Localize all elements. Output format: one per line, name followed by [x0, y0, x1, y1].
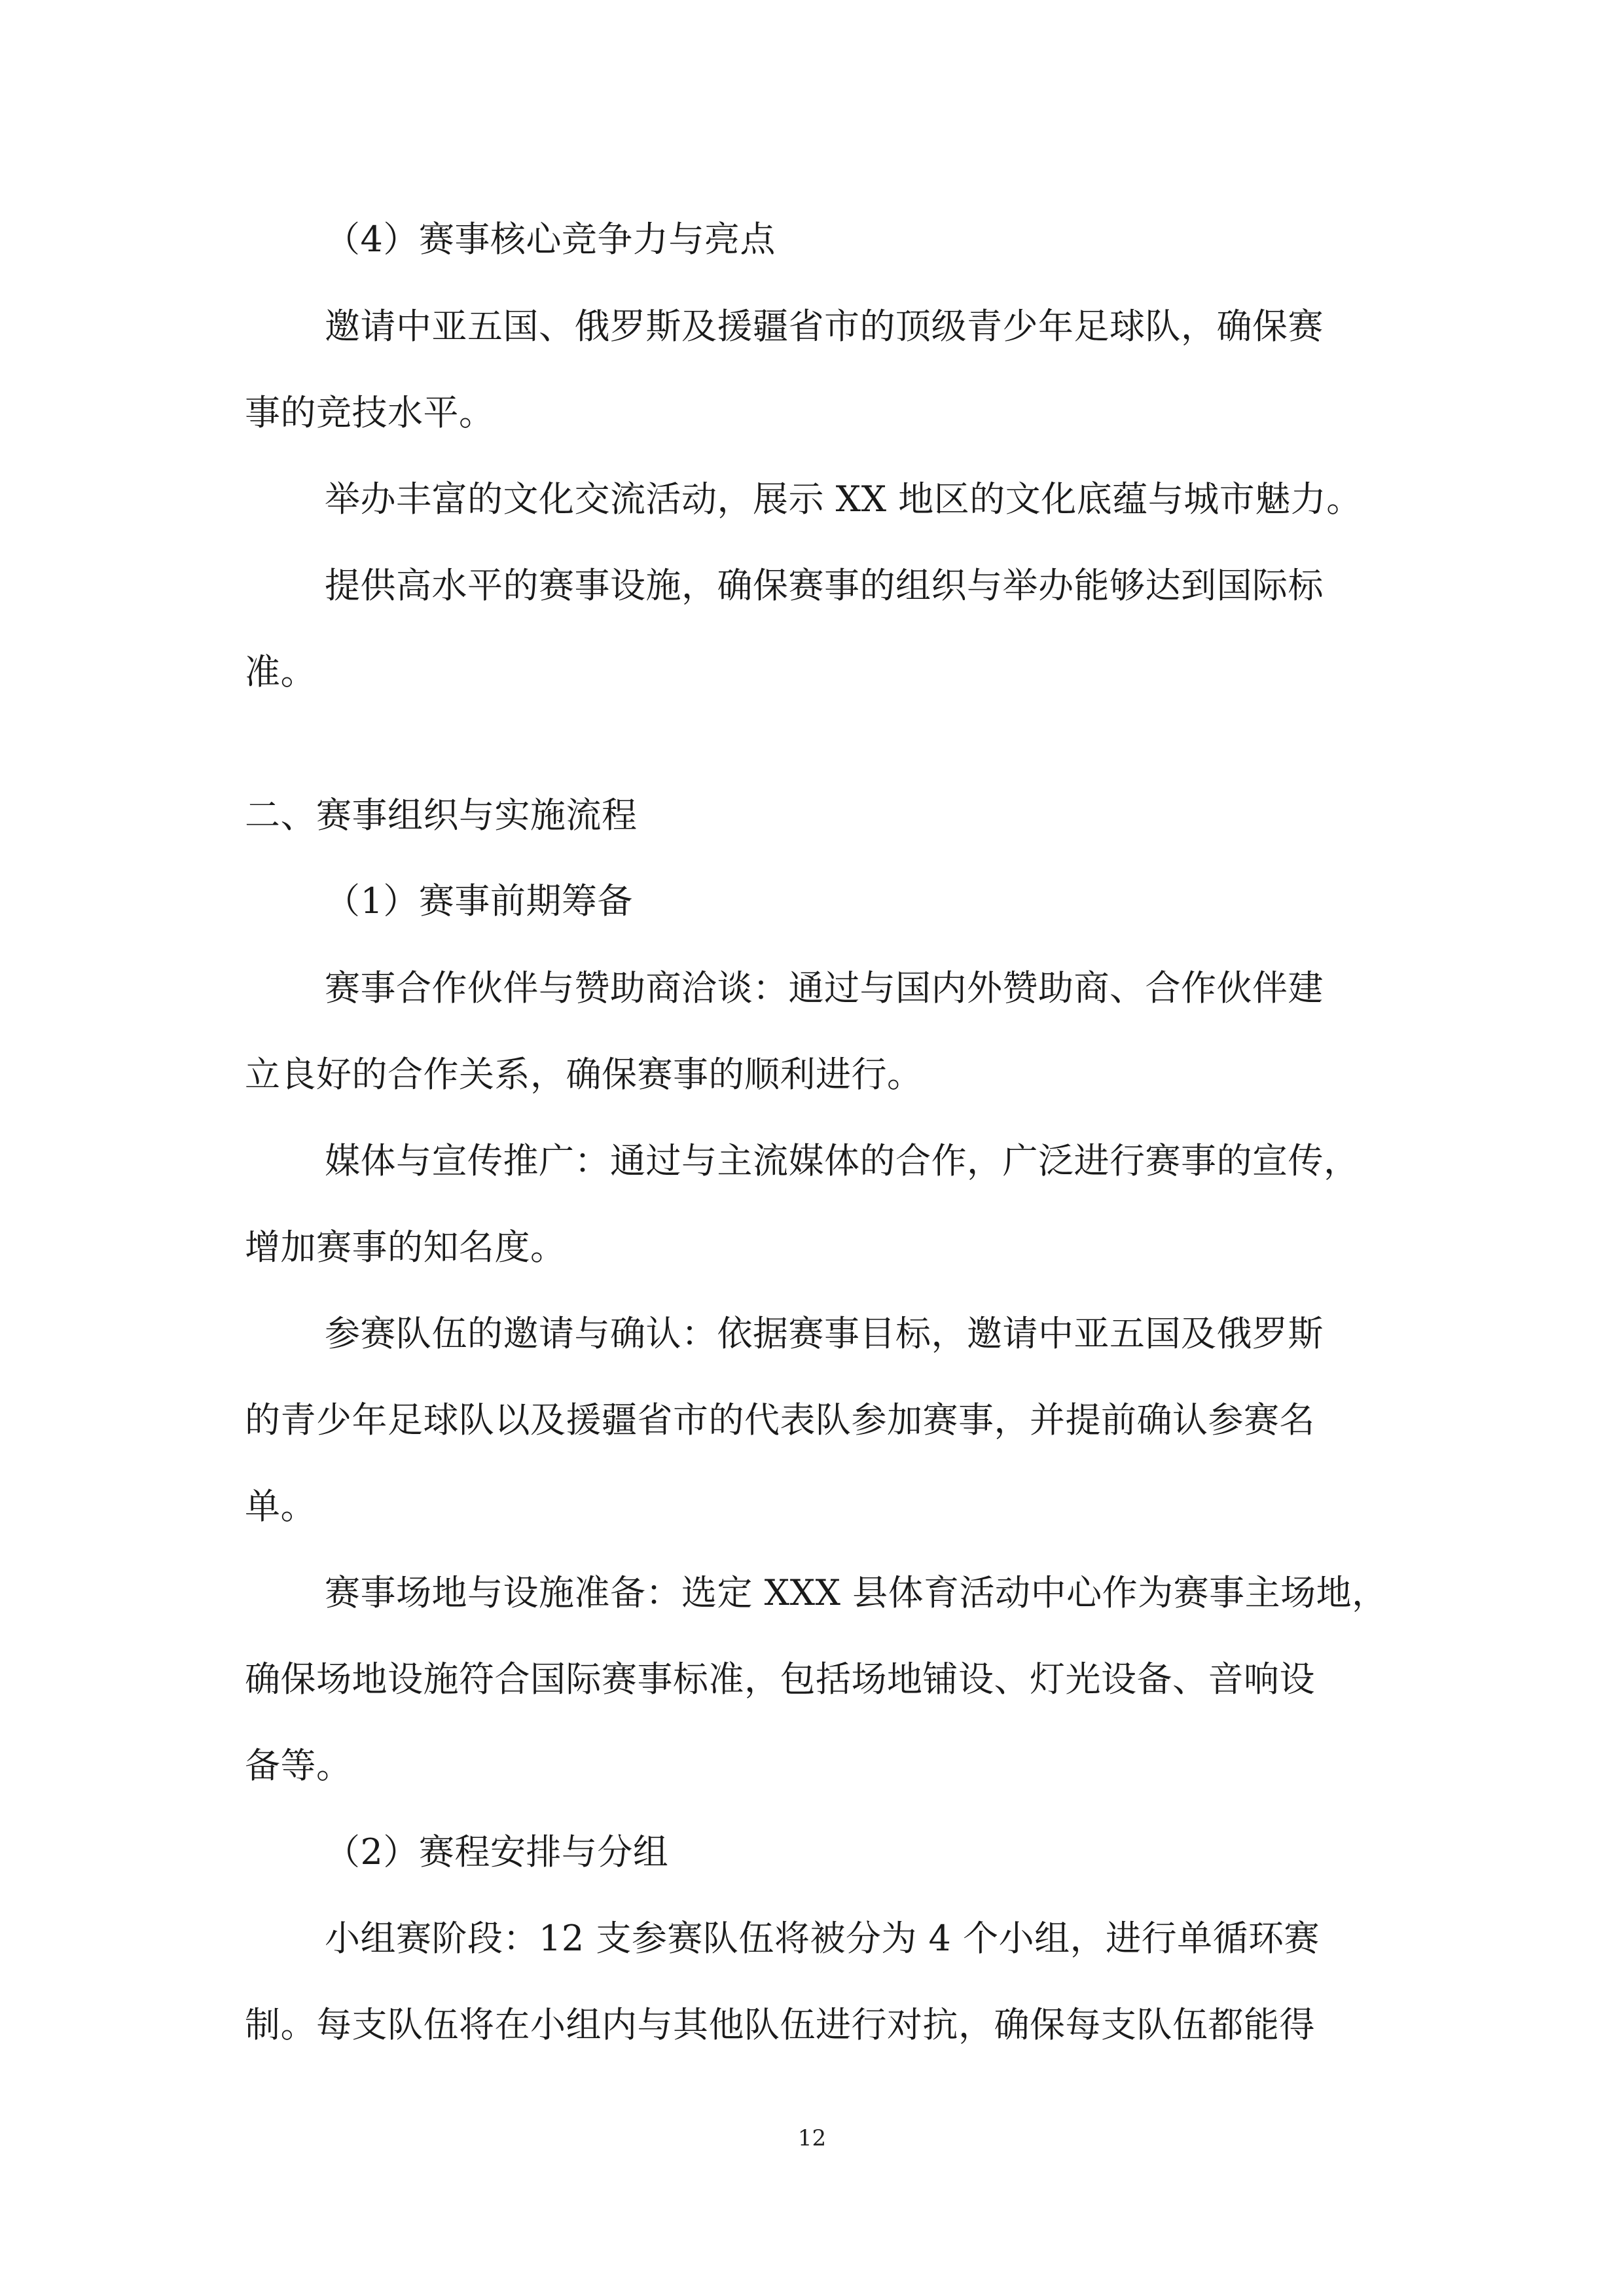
paragraph-line: 确保场地设施符合国际赛事标准，包括场地铺设、灯光设备、音响设 — [245, 1659, 1315, 1700]
chapter-2-heading: 二、赛事组织与实施流程 — [245, 795, 638, 836]
paragraph-line: 小组赛阶段：12 支参赛队伍将被分为 4 个小组，进行单循环赛 — [325, 1918, 1320, 1959]
paragraph-line: 举办丰富的文化交流活动，展示 XX 地区的文化底蕴与城市魅力。 — [325, 478, 1362, 520]
paragraph-line: 提供高水平的赛事设施，确保赛事的组织与举办能够达到国际标 — [325, 565, 1324, 606]
paragraph-line: 参赛队伍的邀请与确认：依据赛事目标，邀请中亚五国及俄罗斯 — [325, 1313, 1324, 1354]
paragraph-line: 制。每支队伍将在小组内与其他队伍进行对抗，确保每支队伍都能得 — [245, 2004, 1315, 2045]
paragraph-line: 备等。 — [245, 1745, 352, 1786]
paragraph-line: 准。 — [245, 651, 316, 692]
paragraph-line: 赛事合作伙伴与赞助商洽谈：通过与国内外赞助商、合作伙伴建 — [325, 967, 1324, 1009]
paragraph-line: 赛事场地与设施准备：选定 XXX 县体育活动中心作为赛事主场地， — [325, 1572, 1388, 1613]
section-2-heading: （2）赛程安排与分组 — [325, 1831, 669, 1873]
paragraph-line: 邀请中亚五国、俄罗斯及援疆省市的顶级青少年足球队，确保赛 — [325, 306, 1324, 347]
paragraph-line: 单。 — [245, 1486, 316, 1527]
paragraph-line: 立良好的合作关系，确保赛事的顺利进行。 — [245, 1054, 923, 1095]
paragraph-line: 事的竞技水平。 — [245, 392, 495, 433]
page-number: 12 — [797, 2125, 827, 2151]
paragraph-line: 增加赛事的知名度。 — [245, 1227, 566, 1268]
section-1-heading: （1）赛事前期筹备 — [325, 880, 633, 922]
section-4-heading: （4）赛事核心竞争力与亮点 — [325, 219, 776, 260]
paragraph-line: 的青少年足球队以及援疆省市的代表队参加赛事，并提前确认参赛名 — [245, 1399, 1315, 1441]
paragraph-line: 媒体与宣传推广：通过与主流媒体的合作，广泛进行赛事的宣传， — [325, 1140, 1360, 1181]
